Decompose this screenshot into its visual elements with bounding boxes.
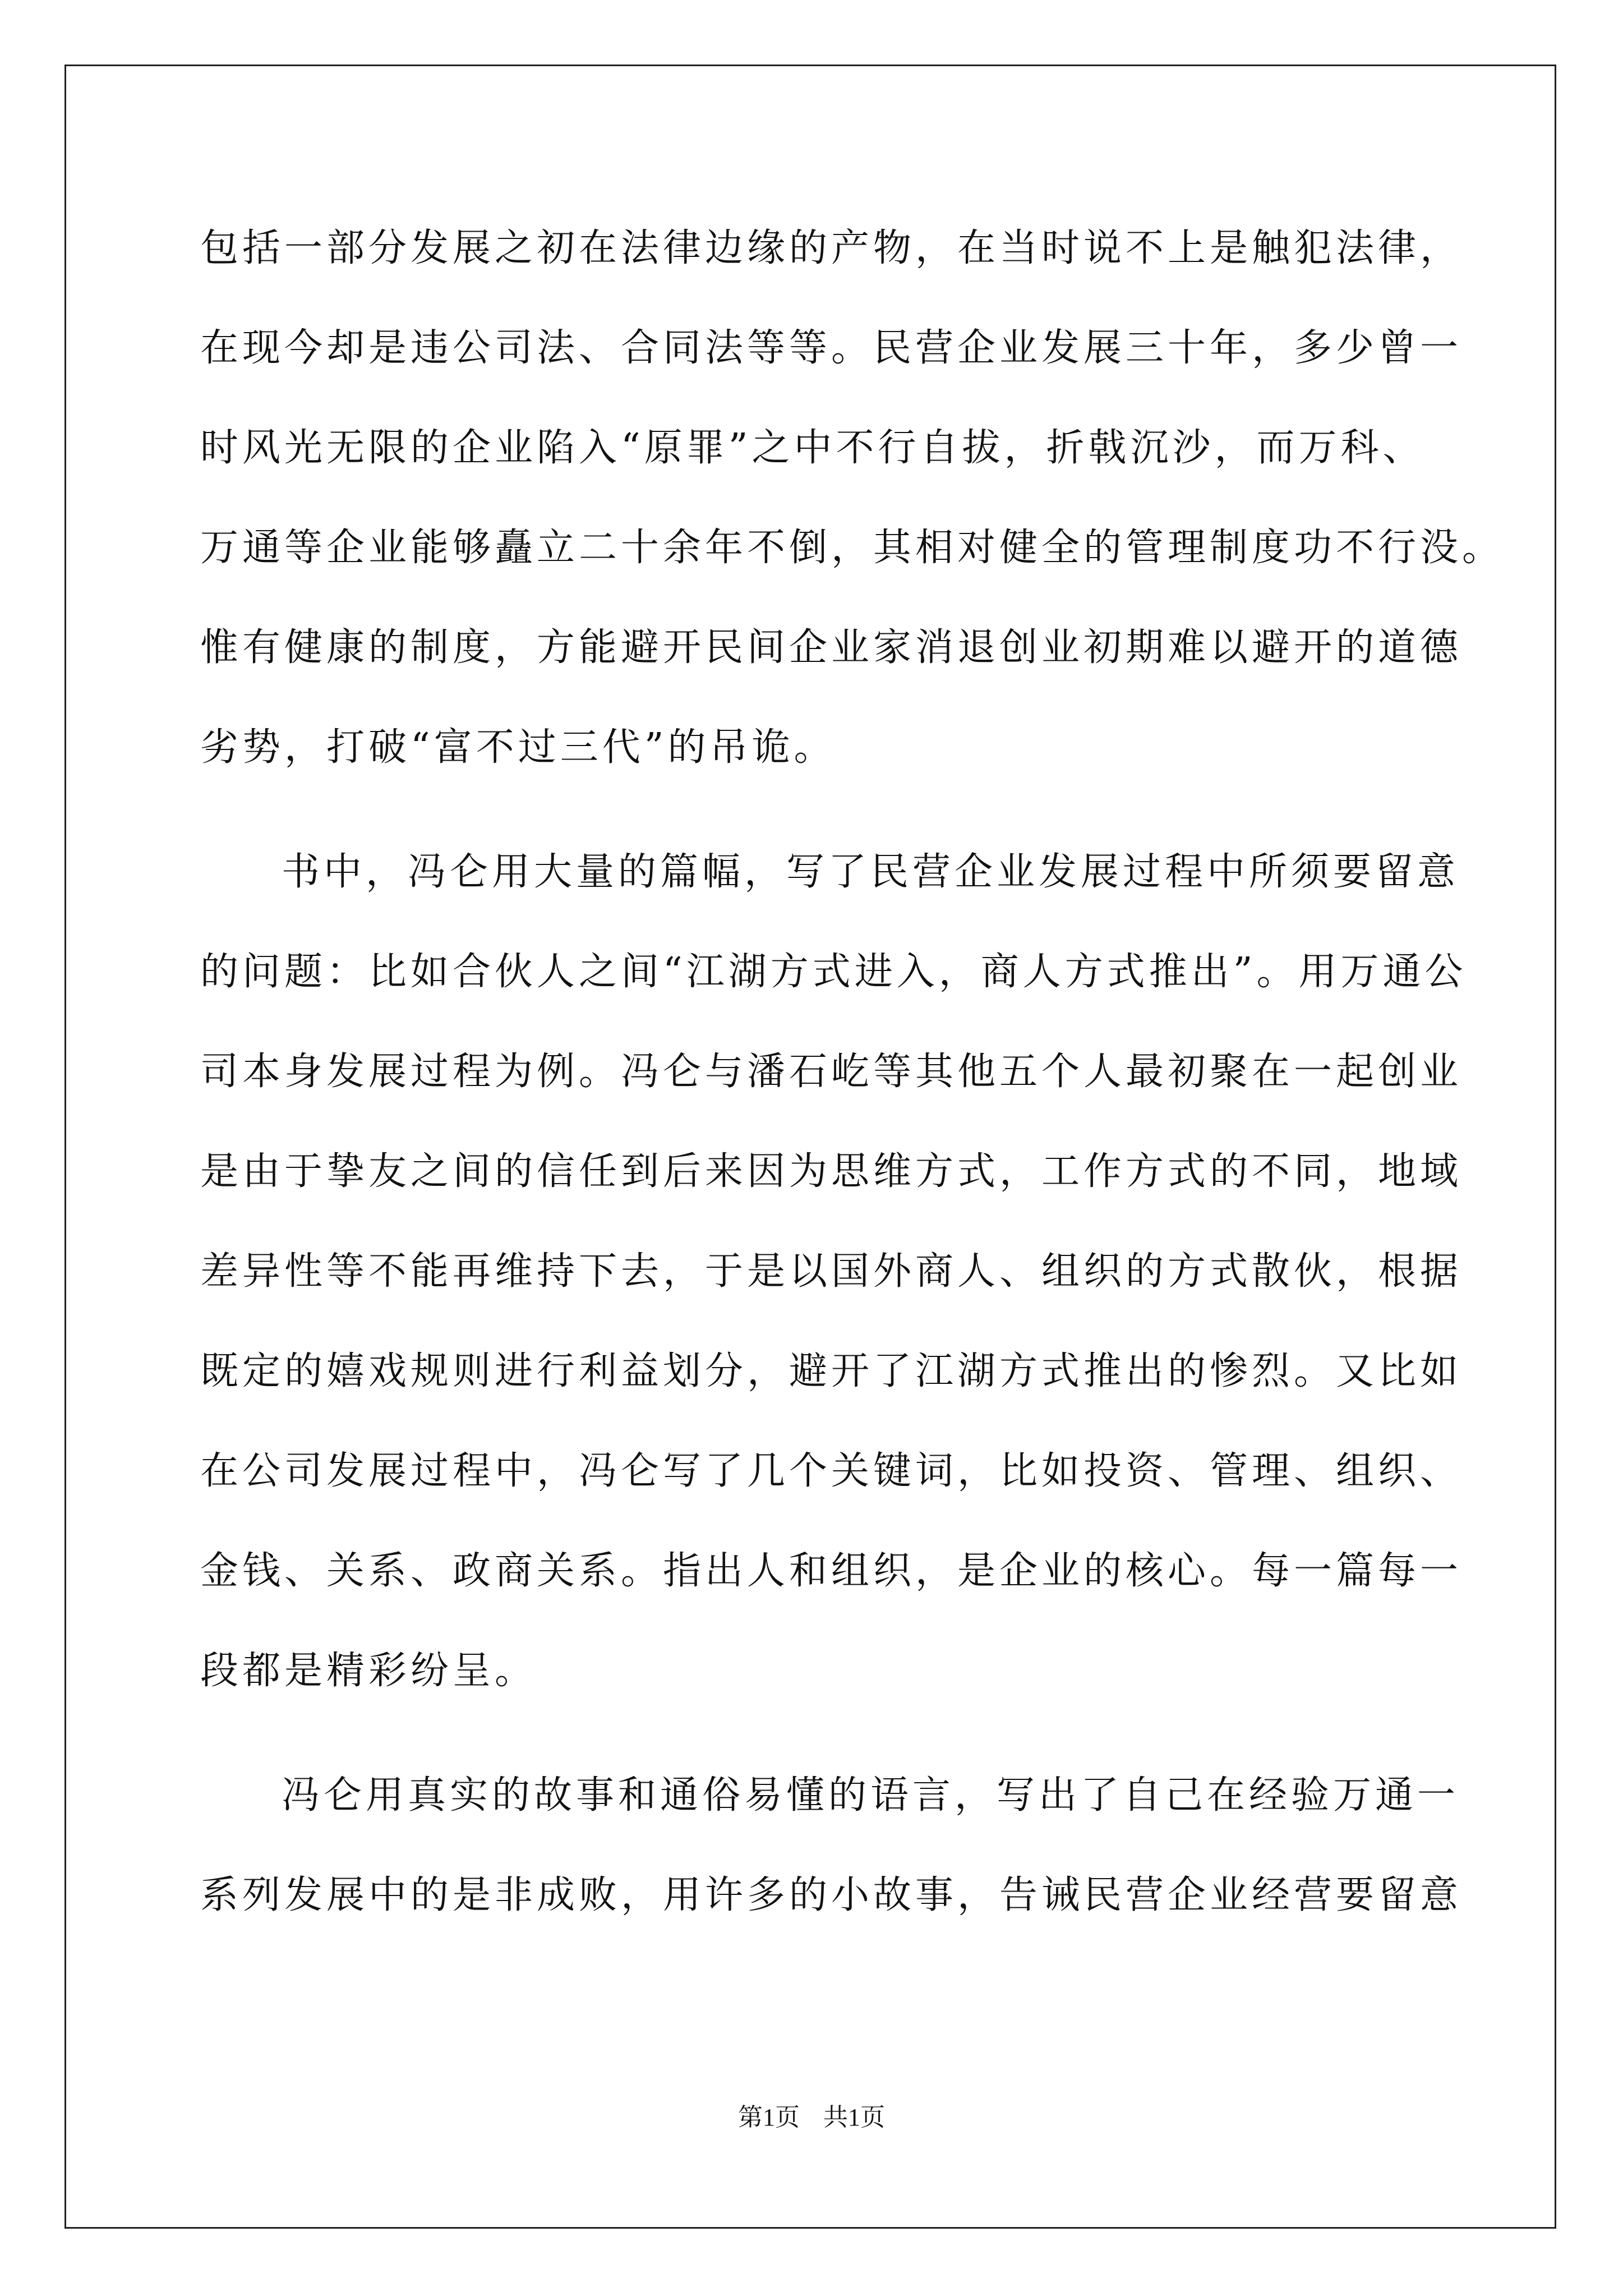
text-line: 包括一部分发展之初在法律边缘的产物，在当时说不上是触犯法律，	[200, 226, 1463, 270]
text-line: 劣势，打破“富不过三代”的吊诡。	[200, 725, 836, 770]
paragraph	[200, 1763, 1463, 1963]
text-line: 的问题：比如合伙人之间“江湖方式进入，商人方式推出”。用万通公	[200, 950, 1467, 994]
text-line: 差异性等不能再维持下去，于是以国外商人、组织的方式散伙，根据	[200, 1249, 1463, 1294]
text-line: 在现今却是违公司法、合同法等等。民营企业发展三十年，多少曾一	[200, 326, 1463, 370]
text-line: 系列发展中的是非成败，用许多的小故事，告诫民营企业经营要留意	[200, 1873, 1463, 1917]
text-line: 万通等企业能够矗立二十余年不倒，其相对健全的管理制度功不行没。	[200, 526, 1505, 570]
text-line: 司本身发展过程为例。冯仑与潘石屹等其他五个人最初聚在一起创业	[200, 1050, 1463, 1094]
paragraph-spacer	[200, 1738, 1420, 1763]
paragraph	[200, 840, 1467, 1738]
paragraph	[200, 216, 1505, 815]
text-line: 段都是精彩纷呈。	[200, 1649, 537, 1693]
text-line: 惟有健康的制度，方能避开民间企业家消退创业初期难以避开的道德	[200, 625, 1463, 670]
text-line: 是由于挚友之间的信任到后来因为思维方式，工作方式的不同，地域	[200, 1149, 1463, 1194]
page-number-total: 共1页	[823, 2104, 885, 2131]
document-body	[200, 216, 1505, 1963]
page-number-current: 第1页	[738, 2104, 800, 2131]
paragraph-spacer	[200, 815, 1420, 840]
text-line: 既定的嬉戏规则进行利益划分，避开了江湖方式推出的惨烈。又比如	[200, 1349, 1463, 1393]
text-line: 时风光无限的企业陷入“原罪”之中不行自拔，折戟沉沙，而万科、	[200, 426, 1425, 470]
text-line: 冯仑用真实的故事和通俗易懂的语言，写出了自己在经验万通一	[282, 1773, 1460, 1818]
text-line: 书中，冯仑用大量的篇幅，写了民营企业发展过程中所须要留意	[282, 850, 1460, 894]
text-line: 金钱、关系、政商关系。指出人和组织，是企业的核心。每一篇每一	[200, 1549, 1463, 1593]
text-line: 在公司发展过程中，冯仑写了几个关键词，比如投资、管理、组织、	[200, 1449, 1463, 1493]
page-footer	[0, 2101, 1623, 2134]
